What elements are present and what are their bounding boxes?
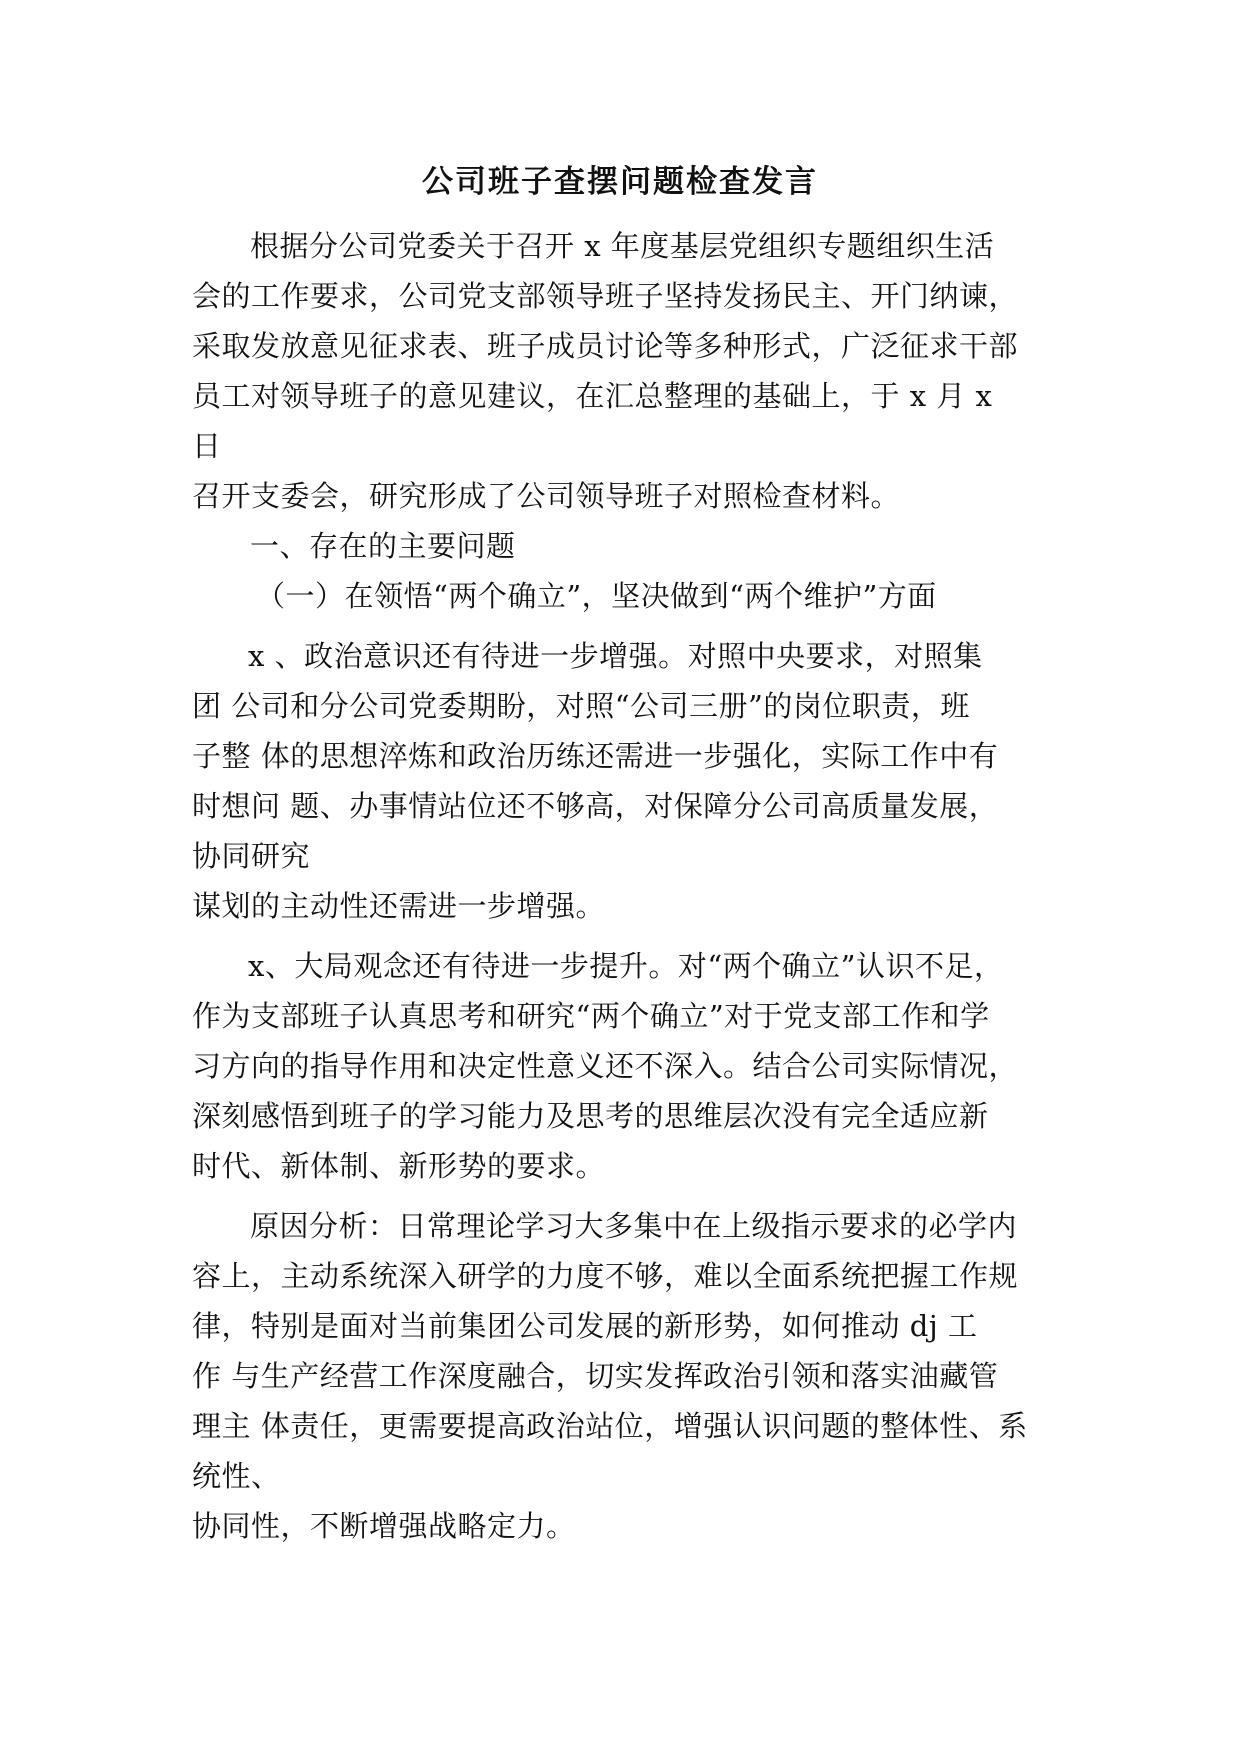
paragraph-line: 时代、新体制、新形势的要求。 — [192, 1149, 606, 1183]
document-title: 公司班子查摆问题检查发言 — [422, 164, 818, 200]
paragraph-line: 子整 体的思想淬炼和政治历练还需进一步强化，实际工作中有 — [192, 739, 999, 773]
paragraph-line: 协同研究 — [192, 839, 311, 873]
paragraph-line: 会的工作要求，公司党支部领导班子坚持发扬民主、开门纳谏， — [192, 279, 1019, 313]
paragraph-line: x、大局观念还有待进一步提升。对“两个确立”认识不足， — [248, 949, 1004, 983]
paragraph-line: 员工对领导班子的意见建议，在汇总整理的基础上，于 x 月 x — [192, 379, 993, 413]
paragraph-line: 容上，主动系统深入研学的力度不够，难以全面系统把握工作规 — [192, 1259, 1019, 1293]
paragraph-line: 习方向的指导作用和决定性意义还不深入。结合公司实际情况， — [192, 1049, 1019, 1083]
paragraph-line: 日 — [192, 429, 222, 463]
paragraph-line: 作为支部班子认真思考和研究“两个确立”对于党支部工作和学 — [192, 999, 990, 1033]
subsection-heading: （一）在领悟“两个确立”，坚决做到“两个维护”方面 — [256, 579, 937, 613]
paragraph-line: x 、政治意识还有待进一步增强。对照中央要求，对照集 — [248, 639, 983, 673]
paragraph-line: 采取发放意见征求表、班子成员讨论等多种形式，广泛征求干部 — [192, 329, 1019, 363]
section-heading: 一、存在的主要问题 — [250, 529, 516, 563]
paragraph-line: 团 公司和分公司党委期盼，对照“公司三册”的岗位职责，班 — [192, 689, 970, 723]
paragraph-line: 召开支委会，研究形成了公司领导班子对照检查材料。 — [192, 479, 901, 513]
paragraph-line: 原因分析：日常理论学习大多集中在上级指示要求的必学内 — [250, 1209, 1018, 1243]
paragraph-line: 统性、 — [192, 1459, 281, 1493]
paragraph-line: 时想问 题、办事情站位还不够高，对保障分公司高质量发展， — [192, 789, 999, 823]
paragraph-line: 理主 体责任，更需要提高政治站位，增强认识问题的整体性、系 — [192, 1409, 1028, 1443]
paragraph-line: 协同性，不断增强战略定力。 — [192, 1509, 576, 1543]
paragraph-line: 根据分公司党委关于召开 x 年度基层党组织专题组织生活 — [250, 229, 995, 263]
paragraph-line: 深刻感悟到班子的学习能力及思考的思维层次没有完全适应新 — [192, 1099, 989, 1133]
paragraph-line: 作 与生产经营工作深度融合，切实发挥政治引领和落实油藏管 — [192, 1359, 999, 1393]
paragraph-line: 谋划的主动性还需进一步增强。 — [192, 889, 606, 923]
paragraph-line: 律，特别是面对当前集团公司发展的新形势，如何推动 dj 工 — [192, 1309, 978, 1343]
